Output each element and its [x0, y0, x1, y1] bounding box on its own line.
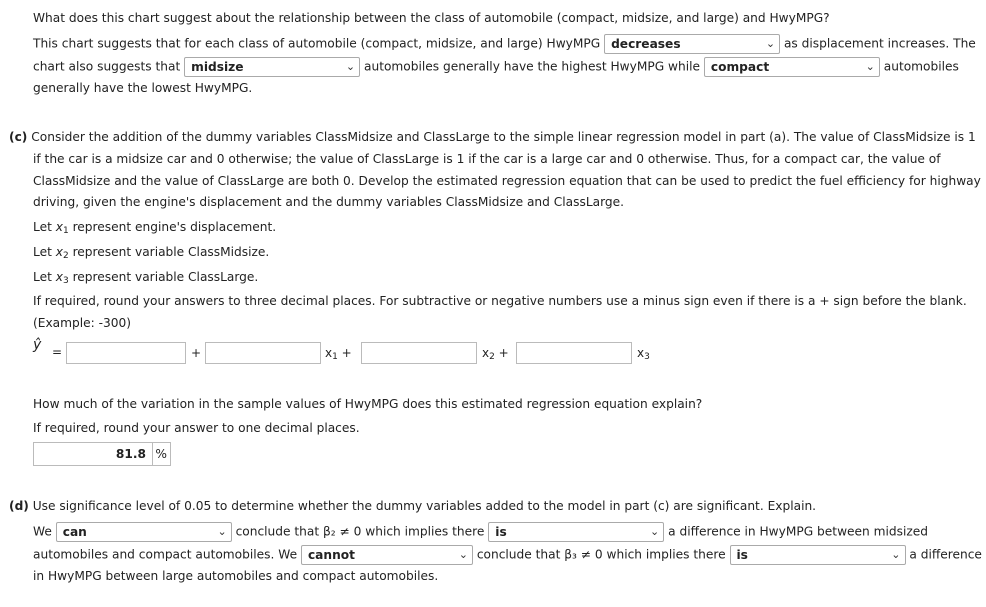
- variation-question: How much of the variation in the sample values of HwyMPG does this estimated regression equation explain?: [33, 397, 703, 411]
- intercept-input[interactable]: [66, 342, 186, 364]
- x1-label: $x_1$ +: [325, 346, 352, 362]
- answer-b-text6: generally have the lowest HwyMPG.: [33, 81, 253, 95]
- midsize-text: a difference in HwyMPG between midsized: [668, 524, 928, 539]
- equals-sign: =: [52, 345, 63, 359]
- chevron-down-icon: ⌄: [765, 37, 776, 50]
- coef-x3-input[interactable]: [516, 342, 632, 364]
- part-c-line4: driving, given the engine's displacement and the dummy variables ClassMidsize and ClassLarge.: [33, 195, 624, 209]
- beta3-text: conclude that β₃ ≠ 0 which implies there: [476, 547, 726, 562]
- x3-label: $x_3$: [637, 346, 650, 362]
- chevron-down-icon: ⌄: [217, 525, 227, 538]
- answer-b-line1: [33, 34, 976, 54]
- part-d-line1: (d) Use significance level of 0.05 to determine whether the dummy variables added to the model in part (c) are significant. Explain.: [9, 499, 817, 513]
- answer-b-line2: [33, 57, 959, 77]
- answer-b-text3: chart also suggests that: [33, 59, 181, 74]
- difference-large-select[interactable]: is ⌄: [730, 545, 906, 565]
- chevron-down-icon: ⌄: [865, 60, 875, 73]
- x2-label: $x_2$ +: [482, 346, 509, 362]
- conclusion-beta3-select[interactable]: cannot ⌄: [301, 545, 473, 565]
- percent-sign: %: [155, 447, 167, 461]
- part-c-line2: if the car is a midsize car and 0 otherwise; the value of ClassLarge is 1 if the car is a large car and 0 otherwise. Thus, for a compact car, the value of: [33, 152, 941, 166]
- beta2-text: conclude that β₂ ≠ 0 which implies there: [235, 524, 485, 539]
- r-squared-value: 81.8: [115, 447, 146, 461]
- example-note: (Example: -300): [33, 316, 132, 330]
- coef-x1-input[interactable]: [205, 342, 321, 364]
- part-d-line3: [33, 545, 982, 565]
- midsize-compact-text: automobiles and compact automobiles. We: [33, 547, 298, 562]
- chevron-down-icon: ⌄: [458, 548, 468, 561]
- coef-x2-input[interactable]: [361, 342, 477, 364]
- answer-b-text5: automobiles: [883, 59, 959, 74]
- we-text: We: [33, 524, 52, 539]
- difference-text: a difference: [909, 547, 982, 562]
- rounding-instruction: If required, round your answers to three decimal places. For subtractive or negative numbers use a minus sign even if there is a + sign before the blank.: [33, 294, 967, 308]
- hwympg-trend-select[interactable]: decreases ⌄: [604, 34, 780, 54]
- let-x1: Let $x_1$ represent engine's displacement.: [33, 220, 277, 236]
- chevron-down-icon: ⌄: [650, 525, 660, 538]
- lowest-class-select[interactable]: compact ⌄: [704, 57, 880, 77]
- chevron-down-icon: ⌄: [891, 548, 901, 561]
- part-d-line4: in HwyMPG between large automobiles and compact automobiles.: [33, 569, 439, 583]
- rounding-instruction-2: If required, round your answer to one decimal places.: [33, 421, 360, 435]
- highest-class-select[interactable]: midsize ⌄: [184, 57, 360, 77]
- part-d-label: (d): [9, 499, 29, 513]
- difference-midsize-select[interactable]: is ⌄: [488, 522, 664, 542]
- part-c-line1: (c) Consider the addition of the dummy variables ClassMidsize and ClassLarge to the simple linear regression model in part (a). The value of ClassMidsize is 1: [9, 130, 976, 144]
- answer-b-text2: as displacement increases. The: [783, 36, 976, 51]
- let-x3: Let $x_3$ represent variable ClassLarge.: [33, 270, 259, 286]
- yhat-symbol: ŷ: [33, 337, 42, 353]
- chevron-down-icon: ⌄: [345, 60, 356, 73]
- let-x2: Let $x_2$ represent variable ClassMidsize.: [33, 245, 270, 261]
- part-d-line2: [33, 522, 928, 542]
- r-squared-answer-field[interactable]: [33, 442, 171, 466]
- question-b-text: What does this chart suggest about the relationship between the class of automobile (compact, midsize, and large) and HwyMPG?: [33, 11, 830, 25]
- part-c-line3: ClassMidsize and the value of ClassLarge are both 0. Develop the estimated regression equation that can be used to predict the fuel efficiency for highway: [33, 174, 981, 188]
- answer-b-text1: This chart suggests that for each class of automobile (compact, midsize, and large) HwyMPG: [33, 36, 601, 51]
- part-c-label: (c): [9, 130, 28, 144]
- plus-sign: +: [191, 346, 202, 360]
- conclusion-beta2-select[interactable]: can ⌄: [56, 522, 232, 542]
- answer-b-text4: automobiles generally have the highest HwyMPG while: [364, 59, 700, 74]
- divider: [152, 443, 153, 465]
